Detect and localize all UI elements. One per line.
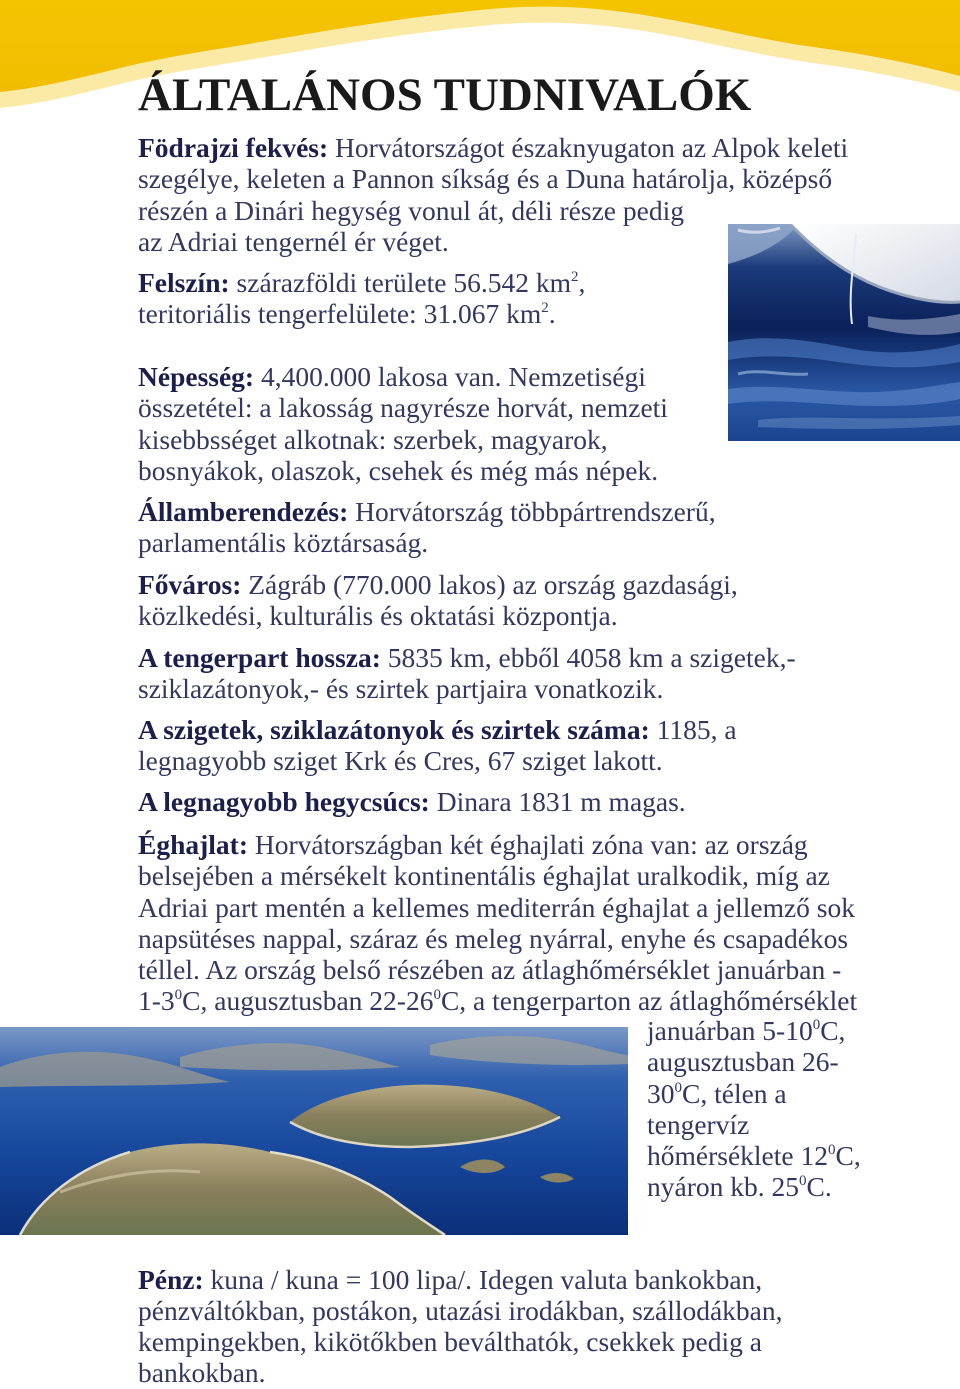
text-run: Dinara 1831 m magas. [429,786,686,817]
text-line [647,1015,861,1046]
superscript: 2 [541,300,549,317]
text-line [138,392,668,423]
text-line [138,923,857,954]
text-run: szegélye, keleten a Pannon síkság és a Duna határolja, középső [138,163,833,195]
text-run: részén a Dinári hegység vonul át, déli része pedig [138,194,684,226]
section-tengerpart-hossza [138,642,796,705]
text-run: összetétel: a lakosság nagyrésze horvát, nemzeti [138,392,668,424]
text-run: 1-3 [138,985,175,1017]
page-title: ÁLTALÁNOS TUDNIVALÓK [138,69,752,121]
text-run: napsütéses nappal, száraz és meleg nyárral, enyhe és csapadékos [138,922,849,954]
text-run: januárban 5-10 [647,1015,813,1046]
text-line [647,1140,861,1171]
text-run: C. [806,1171,832,1203]
text-run: tengervíz [647,1108,750,1140]
section-label: Pénz: [138,1264,204,1295]
text-line [138,424,668,455]
text-run: C, augusztusban 22-26 [182,985,434,1017]
text-line [138,860,857,891]
boat-on-water-photo [728,224,960,441]
text-run: 4,400.000 lakosa van. Nemzetiségi [254,361,646,392]
section-felszin [138,267,585,330]
text-run: C, télen a [682,1077,787,1109]
text-line [138,892,857,923]
section-label: Főváros: [138,569,242,600]
text-run: Horvátország többpártrendszerű, [348,496,716,527]
text-line [138,1326,783,1357]
superscript: 0 [433,987,441,1004]
text-line [138,195,848,226]
text-run: bosnyákok, olaszok, csehek és még más népek. [138,454,659,486]
section-eghajlat [138,829,857,1017]
section-legnagyobb-hegycsucs [138,786,686,817]
text-run: augusztusban 26- [647,1046,839,1078]
superscript: 0 [174,987,183,1004]
text-run: sziklazátonyok,- és szirtek partjaira vonatkozik. [138,673,664,705]
text-run: pénzváltókban, postákon, utazási irodákban, szállodákban, [138,1295,783,1326]
text-run: parlamentális köztársaság. [138,527,429,559]
superscript: 2 [571,269,579,285]
text-line [647,1078,861,1109]
text-line [138,361,668,392]
text-run: kuna / kuna = 100 lipa/. Idegen valuta bankokban, [203,1264,763,1295]
text-line [138,714,737,745]
text-line [138,745,737,776]
islands-aerial-photo [0,1027,628,1235]
text-line [138,1357,783,1388]
text-run: Zágráb (770.000 lakos) az ország gazdasági, [241,569,738,600]
section-label: A tengerpart hossza: [138,642,381,673]
text-run: az Adriai tengernél ér véget. [138,225,449,257]
text-run: hőmérséklete 12 [647,1140,828,1172]
text-run: kisebbsséget alkotnak: szerbek, magyarok, [138,423,608,455]
text-run: C, a tengerparton az átlaghőmérséklet [440,985,858,1017]
text-line [138,1264,783,1295]
text-run: 1185, a [649,714,737,745]
section-label: A legnagyobb hegycsúcs: [138,786,430,817]
superscript: 0 [674,1079,682,1096]
section-label: Államberendezés: [138,496,349,527]
section-label: Népesség: [138,361,255,392]
text-run: 30 [647,1077,675,1109]
text-run: Horvátországot északnyugaton az Alpok keleti [328,132,849,163]
text-run: Horvátországban két éghajlati zóna van: az ország [248,829,808,860]
text-line [138,673,796,704]
section-allamberendezes [138,496,716,559]
text-line [138,600,738,631]
superscript: 0 [799,1173,807,1190]
text-run: belsejében a mérsékelt kontinentális éghajlat uralkodik, míg az [138,860,830,892]
text-run: C, [835,1140,861,1172]
text-line [138,954,857,985]
text-line [138,985,857,1016]
text-line [138,267,585,298]
text-line [138,163,848,194]
text-run: . [548,298,556,330]
text-line [138,642,796,673]
text-run: teritoriális tengerfelülete: 31.067 km [138,298,542,330]
text-run: nyáron kb. 25 [647,1171,799,1203]
section-eghajlat-continued [647,1015,861,1203]
text-run: bankokban. [138,1357,266,1388]
text-line [138,298,585,329]
section-label: Födrajzi fekvés: [138,132,329,163]
text-run: téllel. Az ország belső részében az átlaghőmérséklet januárban - [138,954,842,986]
section-szigetek-szama [138,714,737,777]
superscript: 0 [812,1017,821,1033]
text-line [647,1109,861,1140]
section-label: Éghajlat: [138,829,248,860]
text-run: Adriai part mentén a kellemes mediterrán éghajlat a jellemző sok [138,891,856,923]
text-run: legnagyobb sziget Krk és Cres, 67 sziget lakott. [138,745,663,777]
text-line [138,455,668,486]
section-fovaros [138,569,738,632]
text-line [647,1046,861,1077]
text-line [138,829,857,860]
text-line [138,786,686,817]
text-run: közlkedési, kulturális és oktatási központja. [138,600,618,632]
text-line [138,569,738,600]
section-label: Felszín: [138,267,230,298]
text-line [138,527,716,558]
text-line [138,132,848,163]
superscript: 0 [827,1142,836,1159]
text-run: szárazföldi területe 56.542 km [229,267,571,298]
section-penz [138,1264,783,1388]
section-nepesseg [138,361,668,486]
text-line [138,496,716,527]
text-line [138,1295,783,1326]
section-label: A szigetek, sziklazátonyok és szirtek száma: [138,714,650,745]
text-run: , [578,267,586,298]
text-line [647,1171,861,1202]
text-run: C, [820,1015,846,1046]
text-run: 5835 km, ebből 4058 km a szigetek,- [380,642,796,673]
text-run: kempingekben, kikötőkben beválthatók, csekkek pedig a [138,1326,762,1357]
